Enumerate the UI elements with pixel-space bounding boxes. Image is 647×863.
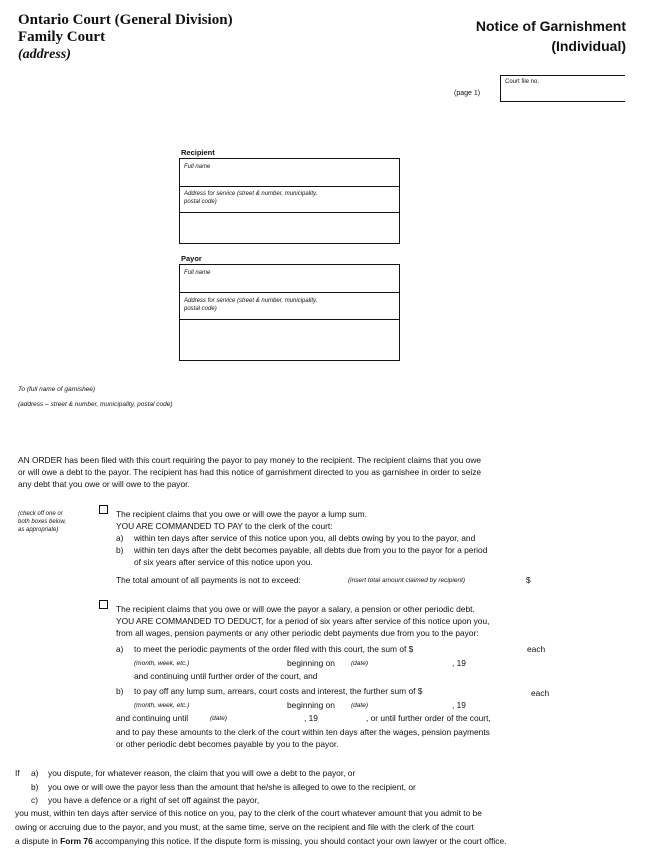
option2-a-period-hint: (month, week, etc.) bbox=[134, 660, 190, 667]
option2-b-each: each bbox=[531, 688, 550, 698]
dispute-if-marker: If bbox=[15, 768, 20, 778]
option1-total-text: The total amount of all payments is not to exceed: bbox=[116, 575, 301, 585]
check-note-line-2: both boxes below, bbox=[18, 519, 67, 525]
option2-until-date-hint: (date) bbox=[210, 715, 227, 722]
option1-line-2: YOU ARE COMMANDED TO PAY to the clerk of the court: bbox=[116, 521, 333, 531]
lump-sum-checkbox[interactable] bbox=[99, 505, 108, 514]
option1-b-text-1: within ten days after the debt becomes payable, all debts due from you to the payor for a period bbox=[134, 545, 488, 555]
option1-line-1: The recipient claims that you owe or will owe the payor a lump sum. bbox=[116, 509, 367, 519]
page-number: (page 1) bbox=[454, 90, 481, 97]
court-address-label: (address) bbox=[18, 47, 71, 62]
option2-b-period-hint: (month, week, etc.) bbox=[134, 702, 190, 709]
periodic-debt-checkbox[interactable] bbox=[99, 600, 108, 609]
option1-b-marker: b) bbox=[116, 545, 124, 555]
option2-b-beginning: beginning on bbox=[287, 700, 335, 710]
dispute-line-3 bbox=[15, 836, 506, 847]
option2-a-continuation: and continuing until further order of the court, and bbox=[134, 671, 318, 681]
dispute-b-text: you owe or will owe the payor less than the amount that he/she is alleged to owe to the recipient, or bbox=[48, 782, 416, 792]
garnishee-name-label: To (full name of garnishee) bbox=[18, 386, 96, 393]
intro-line-2: or will owe a debt to the payor. The recipient has had this notice of garnishment directed to you as garnishee in order to seize bbox=[18, 467, 482, 477]
form-title: Notice of Garnishment bbox=[475, 18, 626, 34]
payor-address-label-2: postal code) bbox=[184, 306, 217, 312]
payor-name-label: Full name bbox=[184, 270, 211, 276]
court-file-number-label: Court file no. bbox=[505, 79, 540, 85]
recipient-address-label-1: Address for service (street & number, municipality, bbox=[184, 191, 318, 197]
recipient-address-field[interactable] bbox=[180, 187, 399, 213]
option2-a-text: to meet the periodic payments of the order filed with this court, the sum of $ bbox=[134, 644, 414, 654]
dispute-a-marker: a) bbox=[31, 768, 39, 778]
option2-a-beginning: beginning on bbox=[287, 658, 335, 668]
option2-b-marker: b) bbox=[116, 686, 124, 696]
option1-b-text-2: of six years after service of this notice upon you. bbox=[134, 557, 313, 567]
intro-line-3: any debt that you owe or will owe to the payor. bbox=[18, 479, 190, 489]
recipient-box bbox=[179, 158, 400, 244]
option1-total-hint: (insert total amount claimed by recipient) bbox=[348, 577, 466, 584]
option2-b-date-hint: (date) bbox=[351, 702, 368, 709]
court-branch: Family Court bbox=[18, 29, 106, 45]
dispute-form-reference: Form 76 bbox=[60, 836, 93, 846]
option2-a-year: , 19 bbox=[452, 658, 466, 668]
recipient-name-label: Full name bbox=[184, 164, 211, 170]
option2-line-1: The recipient claims that you owe or will owe the payor a salary, a pension or other periodic debt. bbox=[116, 604, 475, 614]
recipient-name-field[interactable] bbox=[180, 159, 399, 187]
dispute-a-text: you dispute, for whatever reason, the claim that you will owe a debt to the payor, or bbox=[48, 768, 356, 778]
option2-b-year: , 19 bbox=[452, 700, 466, 710]
payor-name-field[interactable] bbox=[180, 265, 399, 293]
dispute-line-1: you must, within ten days after service of this notice on you, pay to the clerk of the court whatever amount that you admit to be bbox=[15, 808, 482, 818]
check-note-line-3: as appropriate) bbox=[18, 527, 59, 533]
payor-address-continuation[interactable] bbox=[180, 320, 399, 360]
recipient-address-continuation[interactable] bbox=[180, 213, 399, 243]
option2-pay-line-2: or other periodic debt becomes payable by you to the payor. bbox=[116, 739, 339, 749]
option2-until-year: , 19 bbox=[304, 713, 318, 723]
recipient-section-label: Recipient bbox=[181, 148, 215, 157]
option2-a-each: each bbox=[527, 644, 546, 654]
form-subtitle: (Individual) bbox=[551, 38, 626, 54]
payor-section-label: Payor bbox=[181, 254, 202, 263]
option1-a-marker: a) bbox=[116, 533, 124, 543]
option1-a-text: within ten days after service of this notice upon you, all debts owing by you to the payor, and bbox=[134, 533, 476, 543]
option2-a-marker: a) bbox=[116, 644, 124, 654]
dispute-line-3-start: a dispute in bbox=[15, 836, 61, 846]
option2-b-text: to pay off any lump sum, arrears, court costs and interest, the further sum of $ bbox=[134, 686, 423, 696]
check-note-line-1: (check off one or bbox=[18, 511, 63, 517]
intro-line-1: AN ORDER has been filed with this court requiring the payor to pay money to the recipient. The recipient claims that you owe bbox=[18, 455, 482, 465]
option2-line-3: from all wages, pension payments or any other periodic debt payments due from you to the payor: bbox=[116, 628, 479, 638]
payor-box bbox=[179, 264, 400, 361]
dispute-c-text: you have a defence or a right of set off against the payor, bbox=[48, 795, 260, 805]
dispute-line-2: owing or accruing due to the payor, and you must, at the same time, serve on the recipient and file with the clerk of the court bbox=[15, 822, 475, 832]
garnishee-address-label: (address – street & number, municipality, postal code) bbox=[18, 401, 173, 408]
option2-until-rest: , or until further order of the court, bbox=[366, 713, 491, 723]
court-name: Ontario Court (General Division) bbox=[18, 12, 233, 28]
dispute-b-marker: b) bbox=[31, 782, 39, 792]
check-note bbox=[18, 510, 66, 534]
payor-address-field[interactable] bbox=[180, 293, 399, 320]
payor-address-label-1: Address for service (street & number, municipality, bbox=[184, 298, 318, 304]
option2-line-2: YOU ARE COMMANDED TO DEDUCT, for a period of six years after service of this notice upon you, bbox=[116, 616, 490, 626]
option2-until-text: and continuing until bbox=[116, 713, 189, 723]
option1-dollar-sign: $ bbox=[526, 575, 531, 585]
dispute-c-marker: c) bbox=[31, 795, 38, 805]
option2-a-date-hint: (date) bbox=[351, 660, 368, 667]
option2-pay-line-1: and to pay these amounts to the clerk of the court within ten days after the wages, pension payments bbox=[116, 727, 490, 737]
court-file-number-field[interactable] bbox=[500, 75, 625, 102]
dispute-line-3-end: accompanying this notice. If the dispute form is missing, you should contact your own lawyer or the court office. bbox=[92, 836, 507, 846]
recipient-address-label-2: postal code) bbox=[184, 199, 217, 205]
